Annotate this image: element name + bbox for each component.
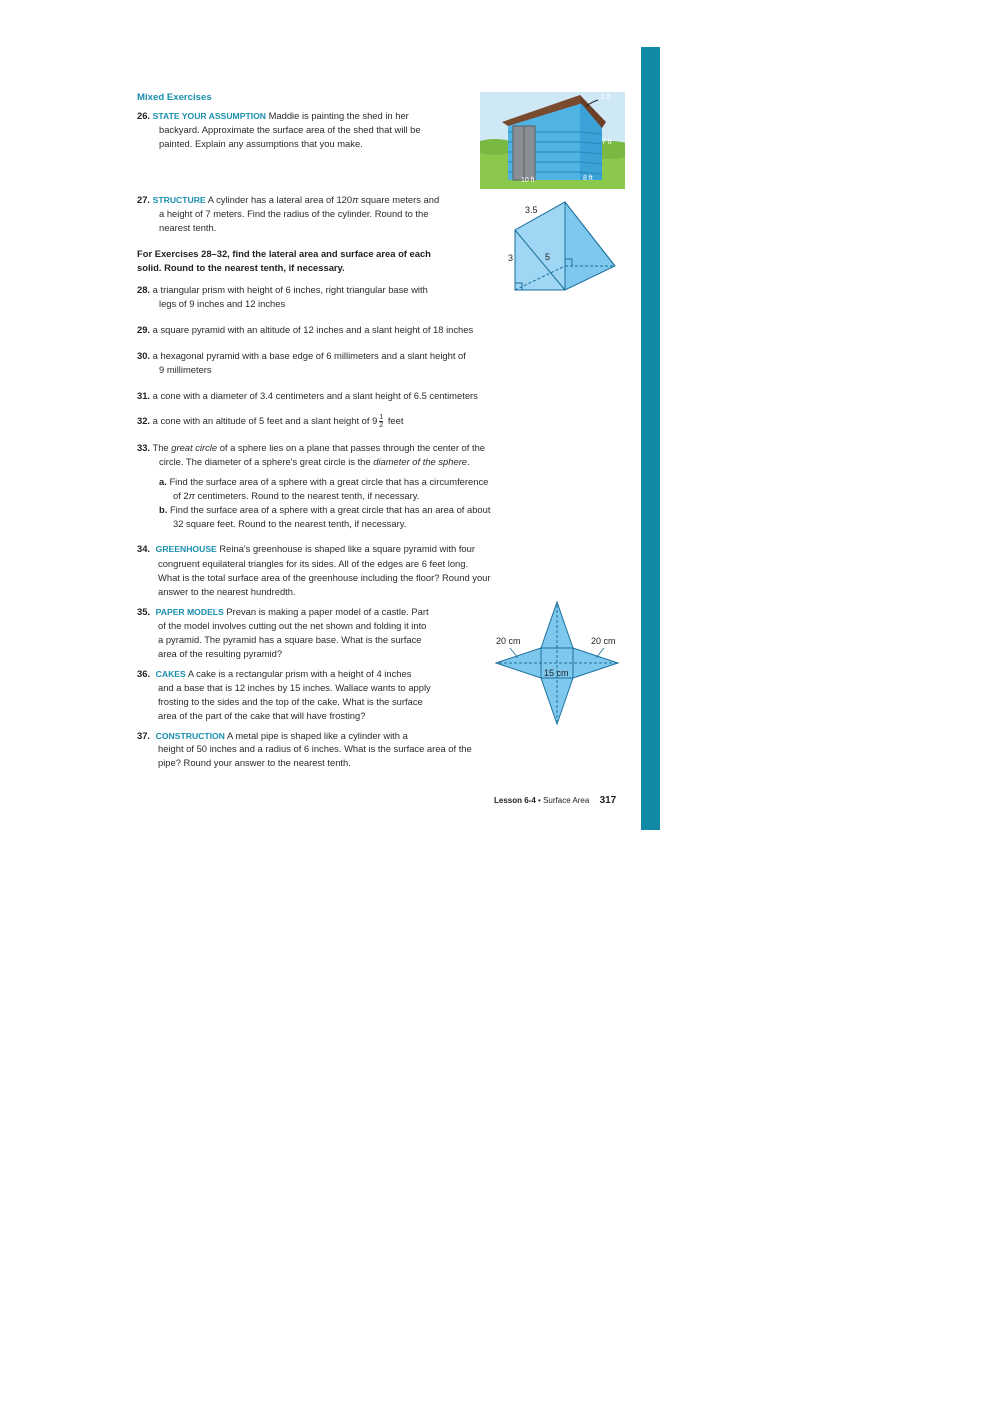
exercise-27-line: a height of 7 meters. Find the radius of the cylinder. Round to the [159, 208, 429, 219]
net-base-label: 15 cm [544, 668, 569, 678]
page-edge-bar [641, 47, 660, 830]
shed-top-label: 2 ft [601, 94, 611, 101]
exercise-27: 27. STRUCTURE A cylinder has a lateral area of 120π square meters and [137, 194, 440, 205]
section-heading: Mixed Exercises [137, 92, 212, 103]
footer-lesson: Lesson 6-4 [494, 796, 536, 805]
exercise-33a: a. Find the surface area of a sphere with a great circle that has a circumference [159, 476, 489, 487]
fraction-one-half: $\frac{1}{2}$ [379, 414, 384, 430]
exercise-36-line: frosting to the sides and the top of the cake. What is the surface [158, 696, 423, 707]
exercise-34-line: What is the total surface area of the greenhouse including the floor? Round your [158, 572, 491, 583]
tag-cakes: CAKES [155, 669, 186, 679]
exercise-33b: b. Find the surface area of a sphere with a great circle that has an area of about [159, 504, 491, 515]
exercise-37-line: pipe? Round your answer to the nearest tenth. [158, 757, 351, 768]
shed-front-label: 10 ft [521, 177, 535, 184]
prism-left-label: 3 [508, 253, 514, 263]
triangular-prism-figure [503, 198, 621, 294]
exercise-36-line: and a base that is 12 inches by 15 inches. Wallace wants to apply [158, 682, 431, 693]
instructions-line: solid. Round to the nearest tenth, if necessary. [137, 262, 345, 273]
exercise-29: 29. a square pyramid with an altitude of 12 inches and a slant height of 18 inches [137, 324, 474, 335]
exercise-33a-line: of 2π centimeters. Round to the nearest tenth, if necessary. [173, 490, 420, 501]
exercise-35-line: area of the resulting pyramid? [158, 648, 283, 659]
instructions-line: For Exercises 28–32, find the lateral area and surface area of each [137, 248, 431, 259]
exercise-28: 28. a triangular prism with height of 6 inches, right triangular base with [137, 284, 428, 295]
tag-greenhouse: GREENHOUSE [155, 544, 217, 554]
exercise-35-line: a pyramid. The pyramid has a square base. What is the surface [158, 634, 422, 645]
exercise-31: 31. a cone with a diameter of 3.4 centimeters and a slant height of 6.5 centimeters [137, 390, 478, 401]
exercise-36: 36. CAKES A cake is a rectangular prism with a height of 4 inches [137, 668, 412, 679]
exercise-26: 26. STATE YOUR ASSUMPTION Maddie is painting the shed in her [137, 110, 409, 121]
shed-side-label: 8 ft [583, 175, 593, 182]
tag-structure: STRUCTURE [152, 195, 206, 205]
exercise-33-line: circle. The diameter of a sphere's great circle is the diameter of the sphere. [159, 456, 470, 467]
net-left-label: 20 cm [496, 636, 521, 646]
exercise-30-line: 9 millimeters [159, 364, 212, 375]
exercise-35: 35. PAPER MODELS Prevan is making a paper model of a castle. Part [137, 606, 429, 617]
exercise-37-line: height of 50 inches and a radius of 6 inches. What is the surface area of the [158, 743, 472, 754]
exercise-27-line: nearest tenth. [159, 222, 217, 233]
exercise-26-line: painted. Explain any assumptions that you make. [159, 138, 363, 149]
tag-paper-models: PAPER MODELS [155, 607, 224, 617]
net-right-label: 20 cm [591, 636, 616, 646]
exercise-32: 32. a cone with an altitude of 5 feet and a slant height of 9 $\frac{1}{2}$ feet [137, 414, 404, 430]
exercise-26-line: backyard. Approximate the surface area of the shed that will be [159, 124, 421, 135]
exercise-36-line: area of the part of the cake that will have frosting? [158, 710, 366, 721]
page-footer: Lesson 6-4 • Surface Area 317 [494, 795, 617, 806]
exercise-30: 30. a hexagonal pyramid with a base edge of 6 millimeters and a slant height of [137, 350, 466, 361]
footer-title: Surface Area [543, 796, 590, 805]
exercise-34-line: congruent equilateral triangles for its sides. All of the edges are 6 feet long. [158, 558, 469, 569]
exercise-28-line: legs of 9 inches and 12 inches [159, 298, 286, 309]
tag-state-your-assumption: STATE YOUR ASSUMPTION [152, 111, 266, 121]
tag-construction: CONSTRUCTION [155, 731, 225, 741]
exercise-35-line: of the model involves cutting out the net shown and folding it into [158, 620, 427, 631]
exercise-33b-line: 32 square feet. Round to the nearest tenth, if necessary. [173, 518, 407, 529]
prism-top-label: 3.5 [525, 205, 538, 215]
exercise-34: 34. GREENHOUSE Reina's greenhouse is shaped like a square pyramid with four [137, 543, 475, 554]
exercise-33: 33. The great circle of a sphere lies on a plane that passes through the center of the [137, 442, 485, 453]
prism-slant-label: 5 [545, 252, 551, 262]
shed-illustration [480, 92, 625, 189]
exercise-37: 37. CONSTRUCTION A metal pipe is shaped like a cylinder with a [137, 730, 408, 741]
pyramid-net-figure [494, 600, 624, 726]
exercise-34-line: answer to the nearest hundredth. [158, 586, 296, 597]
shed-height-label: 7 ft [602, 139, 612, 146]
page-number: 317 [599, 795, 617, 806]
